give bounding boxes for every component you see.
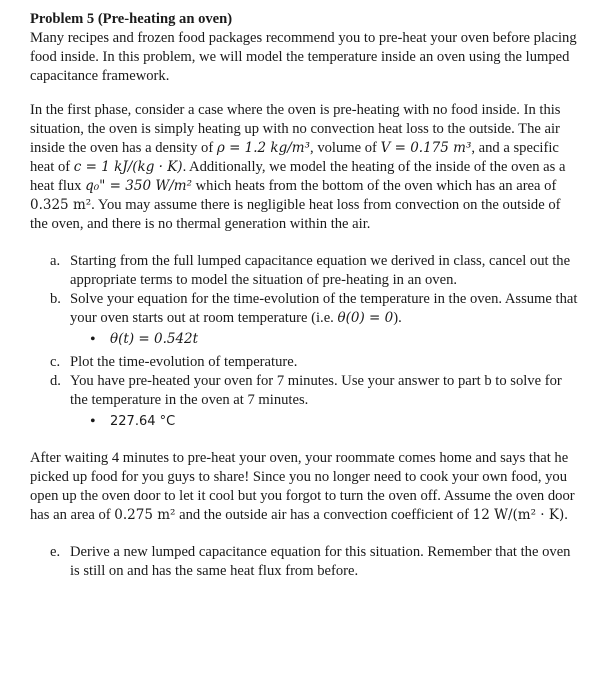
phase2-text-1: After waiting 4 minutes to pre-heat your oven, your roommate comes home and says that he picked up food for you guys to share! Since you no longer need to cook your own food, you open up the oven door to let it cool but you forgot to turn the oven off. Assume the oven door has an area of bbox=[30, 450, 575, 523]
part-a bbox=[50, 252, 580, 290]
phase1-text-1: In the first phase, consider a case where the oven is pre-heating with no food inside. In this situation, the oven is simply heating up with no convection heat loss to the outside. The air inside the oven has a density of bbox=[30, 102, 561, 156]
specific-heat-value: c = 1 kJ/(kg · K) bbox=[73, 159, 183, 175]
answer-d-value: 227.64 °C bbox=[110, 414, 176, 429]
part-d bbox=[50, 372, 580, 431]
part-c-text: Plot the time-evolution of temperature. bbox=[70, 354, 298, 370]
phase1-text-4: . Additionally, we model the heating of the inside of the oven as a heat flux bbox=[30, 159, 566, 194]
convection-coefficient-value: 12 W/(m² · K) bbox=[472, 507, 565, 523]
phase1-text-2: , volume of bbox=[310, 140, 381, 156]
part-b bbox=[50, 290, 580, 349]
part-b-text: Solve your equation for the time-evolution of the temperature in the oven. Assume that your oven starts out at room temperature (i.e. bbox=[70, 291, 578, 326]
part-letter: a. bbox=[50, 253, 61, 269]
phase2-paragraph bbox=[30, 449, 580, 525]
part-letter: b. bbox=[50, 291, 61, 307]
phase1-text-5: which heats from the bottom of the oven which has an area of bbox=[191, 178, 557, 194]
phase1-text-3: , and a specific heat of bbox=[30, 140, 559, 175]
phase1-paragraph bbox=[30, 101, 580, 234]
door-area-value: 0.275 m² bbox=[114, 507, 176, 523]
part-a-text: Starting from the full lumped capacitance equation we derived in class, cancel out the appropriate terms to model the situation of pre-heating in an oven. bbox=[70, 253, 571, 288]
intro-paragraph: Many recipes and frozen food packages recommend you to pre-heat your oven before placing food inside. In this problem, we will model the temperature inside an oven using the lumped capacitance framework. bbox=[30, 30, 577, 84]
answer-d bbox=[90, 412, 580, 431]
answer-b bbox=[90, 330, 580, 349]
initial-condition: θ(0) = 0 bbox=[337, 310, 394, 326]
parts2-list bbox=[30, 543, 580, 581]
part-c bbox=[50, 353, 580, 372]
part-b-tail: ). bbox=[393, 310, 402, 326]
answer-b-value: θ(t) = 0.542t bbox=[110, 331, 199, 347]
part-letter: d. bbox=[50, 373, 61, 389]
answer-list bbox=[70, 330, 580, 349]
volume-value: V = 0.175 m³ bbox=[380, 140, 472, 156]
parts-list bbox=[30, 252, 580, 431]
problem-title: Problem 5 (Pre-heating an oven) bbox=[30, 11, 233, 27]
part-d-text: You have pre-heated your oven for 7 minutes. Use your answer to part b to solve for the temperature in the oven at 7 minutes. bbox=[70, 373, 562, 408]
part-letter: e. bbox=[50, 544, 61, 560]
part-e bbox=[50, 543, 580, 581]
phase2-text-3: . bbox=[564, 507, 568, 523]
phase1-text-6: . You may assume there is negligible heat loss from convection on the outside of the oven, and there is no thermal generation within the air. bbox=[30, 197, 561, 232]
answer-list bbox=[70, 412, 580, 431]
heat-flux-value: q₀" = 350 W/m² bbox=[85, 178, 192, 194]
area-value: 0.325 m² bbox=[30, 197, 92, 213]
part-e-text: Derive a new lumped capacitance equation for this situation. Remember that the oven is still on and has the same heat flux from before. bbox=[70, 544, 571, 579]
part-letter: c. bbox=[50, 354, 61, 370]
phase2-text-2: and the outside air has a convection coefficient of bbox=[175, 507, 473, 523]
density-value: ρ = 1.2 kg/m³ bbox=[216, 140, 311, 156]
